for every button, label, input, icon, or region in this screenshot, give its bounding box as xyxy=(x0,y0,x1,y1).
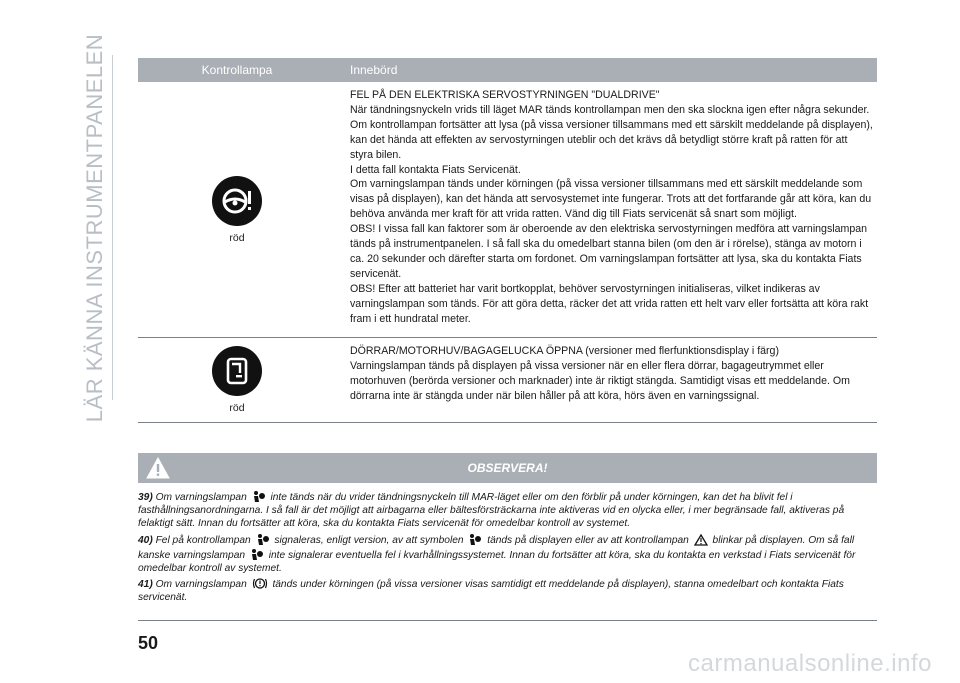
description-paragraph: När tändningsnyckeln vrids till läget MAR tänds kontrollampan men den ska slockna igen efter några sekunder. Om kontrollampan fortsätter att lysa (på vissa versioner tillsammans med ett särskilt meddelande på displayen), kan det hända att effekten av servostyrningen uteblir och det krävs då betydligt större kraft på ratten för att styra bilen. xyxy=(350,103,873,161)
description-paragraph: OBS! I vissa fall kan faktorer som är oberoende av den elektriska servostyrningen medföra att varningslampan tänds på instrumentpanelen. I så fall ska du omedelbart stanna bilen (om den är i rörelse), stänga av motorn i ca. 20 sekunder och därefter starta om fordonet. Om varningslampan fortsätter att lysa, ska du kontakta Fiats servicenät. xyxy=(350,223,867,280)
note-text: signaleras, enligt version, av att symbolen xyxy=(274,534,464,546)
watermark: carmanualsonline.info xyxy=(688,650,932,677)
door-open-icon xyxy=(212,346,262,396)
description-title: DÖRRAR/MOTORHUV/BAGAGELUCKA ÖPPNA (versioner med flerfunktionsdisplay i färg) xyxy=(350,345,779,357)
page-number: 50 xyxy=(138,633,159,653)
note-item xyxy=(138,577,877,605)
lamp-cell xyxy=(138,82,336,337)
note-text: tänds under körningen (på vissa versioner visas samtidigt ett meddelande på displayen), stanna omedelbart och kontakta Fiats servicenät. xyxy=(138,579,844,604)
note-item xyxy=(138,533,877,576)
note-item xyxy=(138,490,877,531)
airbag-icon xyxy=(256,533,270,546)
note-text: Om varningslampan xyxy=(155,579,247,591)
side-divider xyxy=(112,55,113,400)
table-header xyxy=(138,58,877,82)
warning-triangle-icon xyxy=(694,534,708,546)
note-header xyxy=(138,453,877,483)
lamp-color-label: röd xyxy=(229,402,245,414)
note-text: Om varningslampan xyxy=(155,492,247,503)
airbag-icon xyxy=(468,533,482,546)
description-paragraph: Varningslampan tänds på displayen på vissa versioner när en eller flera dörrar, bagageutrymmet eller motorhuven (berörda versioner och marknader) inte är riktigt stängda. Samtidigt visas ett meddelande. Om dörrarna inte är stängda under när bilen håller på att köra, hörs även en varningssignal. xyxy=(350,359,850,402)
note-number: 40) xyxy=(138,534,153,546)
note-text: tänds på displayen eller av att kontrollampan xyxy=(487,534,689,546)
description-paragraph: I detta fall kontakta Fiats Servicenät. xyxy=(350,163,521,176)
lamp-cell xyxy=(138,338,336,422)
section-side-title-text: LÄR KÄNNA INSTRUMENTPANELEN xyxy=(82,33,107,422)
note-text: Fel på kontrollampan xyxy=(155,534,251,546)
lamp-color-label: röd xyxy=(229,231,245,244)
lamp-description xyxy=(336,82,877,337)
section-side-title xyxy=(80,33,110,422)
table-row xyxy=(138,338,877,423)
description-title: FEL PÅ DEN ELEKTRISKA SERVOSTYRNINGEN "DUALDRIVE" xyxy=(350,89,660,101)
note-text: inte signalerar eventuella fel i kvarhållningssystemet. Innan du fortsätter att köra, ska du kontakta en verkstad i Fiats servicenät för omedelbar kontroll av systemet. xyxy=(138,549,856,574)
note-text: blinkar på displayen. Om så fall kanske varningslampan xyxy=(138,534,855,561)
note-number: 41) xyxy=(138,579,153,591)
note-title: OBSERVERA! xyxy=(467,461,548,475)
note-body xyxy=(138,490,877,621)
airbag-icon xyxy=(250,548,264,561)
airbag-icon xyxy=(252,490,266,503)
lamp-description xyxy=(336,338,877,422)
description-paragraph: OBS! Efter att batteriet har varit bortkopplat, behöver servostyrningen initialiseras, vilket indikeras av varningslampan som tänds. För att göra detta, räcker det att vrida ratten ett helt varv eller fortsätta att köra rakt fram i ett hundratal meter. xyxy=(350,282,869,325)
note-number: 39) xyxy=(138,492,153,503)
warning-light-table xyxy=(138,58,877,423)
header-innebord: Innebörd xyxy=(350,63,398,77)
header-kontrollampa: Kontrollampa xyxy=(201,63,273,77)
brake-warning-icon xyxy=(252,577,268,590)
description-paragraph: Om varningslampan tänds under körningen (på vissa versioner tillsammans med ett särskilt meddelande som visas på displayen), kan det hända att servosystemet inte fungerar. Trots att det fortfarande går att köra, kan du behöva använda mer kraft för att vrida ratten. Vänd dig till Fiats servicenät så snart som möjligt. xyxy=(350,178,872,221)
table-row xyxy=(138,82,877,338)
note-text: inte tänds när du vrider tändningsnyckeln till MAR-läget eller om den förblir på under körningen, kan det ha blivit fel i fasthållningsanordningarna. I så fall är det möjligt att airbagarna eller bältesförsträckarna inte aktiveras vid en olycka eller, i mer begränsade fall, aktiveras på felaktigt sätt. Innan du fortsätter att köra, ska du kontakta Fiats servicenät för omedelbar kontroll av systemet. xyxy=(138,492,845,529)
steering-wheel-warning-icon xyxy=(212,176,262,226)
